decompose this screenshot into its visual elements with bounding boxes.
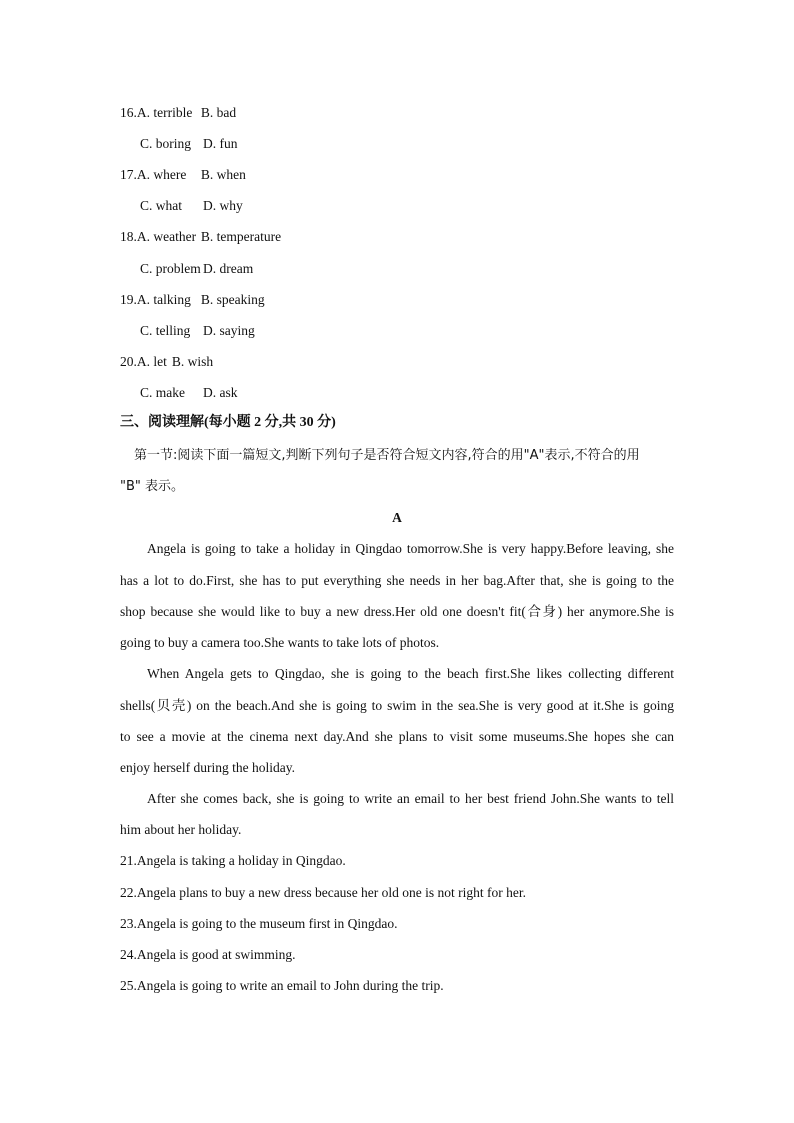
passage-line: going to buy a camera too.She wants to take lots of photos. <box>120 635 440 650</box>
passage-line: to see a movie at the cinema next day.And she plans to visit some museums.She hopes she can <box>120 729 674 744</box>
question-number: 19. <box>120 292 137 307</box>
option-d: D. ask <box>203 385 238 400</box>
option-c: C. boring <box>140 136 192 151</box>
statement-23: 23.Angela is going to the museum first in Qingdao. <box>120 916 398 931</box>
option-d: D. dream <box>203 261 254 276</box>
question-17-ab <box>120 168 246 182</box>
option-b: B. bad <box>200 105 237 120</box>
section-instruction-cont: "B" 表示。 <box>120 479 185 494</box>
question-number: 16. <box>120 105 137 120</box>
statement-24: 24.Angela is good at swimming. <box>120 947 296 962</box>
option-c: C. telling <box>140 323 191 338</box>
question-20-cd <box>140 386 238 400</box>
statement-25: 25.Angela is going to write an email to John during the trip. <box>120 978 444 993</box>
passage-line: Angela is going to take a holiday in Qingdao tomorrow.She is very happy.Before leaving, she <box>147 541 674 556</box>
option-c: C. problem <box>140 261 201 276</box>
question-16-cd <box>140 137 238 151</box>
question-16-ab <box>120 106 236 120</box>
passage-line: has a lot to do.First, she has to put everything she needs in her bag.After that, she is going to the <box>120 573 674 588</box>
passage-line: shop because she would like to buy a new dress.Her old one doesn't fit(合身) her anymore.She is <box>120 604 674 619</box>
option-a: A. weather <box>136 229 197 244</box>
question-18-cd <box>140 262 253 276</box>
passage-line: him about her holiday. <box>120 822 242 837</box>
passage-line: enjoy herself during the holiday. <box>120 760 295 775</box>
option-a: A. let <box>136 354 167 369</box>
question-19-ab <box>120 293 265 307</box>
option-d: D. fun <box>203 136 238 151</box>
option-b: B. speaking <box>200 292 265 307</box>
question-19-cd <box>140 324 255 338</box>
option-b: B. when <box>200 167 246 182</box>
option-b: B. wish <box>171 354 214 369</box>
statement-21: 21.Angela is taking a holiday in Qingdao. <box>120 853 346 868</box>
option-a: A. terrible <box>136 105 193 120</box>
section-instruction: 第一节:阅读下面一篇短文,判断下列句子是否符合短文内容,符合的用"A"表示,不符合的用 <box>134 448 640 463</box>
question-number: 17. <box>120 167 137 182</box>
question-18-ab <box>120 230 281 244</box>
passage-line: shells(贝壳) on the beach.And she is going to swim in the sea.She is very good at it.She is going <box>120 698 674 713</box>
option-a: A. talking <box>136 292 191 307</box>
statement-22: 22.Angela plans to buy a new dress because her old one is not right for her. <box>120 885 527 900</box>
option-d: D. saying <box>203 323 255 338</box>
passage-line: After she comes back, she is going to write an email to her best friend John.She wants to tell <box>147 791 674 806</box>
question-number: 20. <box>120 354 137 369</box>
passage-title: A <box>392 510 402 525</box>
option-c: C. make <box>140 385 185 400</box>
passage-line: When Angela gets to Qingdao, she is going to the beach first.She likes collecting different <box>147 666 674 681</box>
question-17-cd <box>140 199 243 213</box>
option-a: A. where <box>136 167 187 182</box>
section-heading: 三、阅读理解(每小题 2 分,共 30 分) <box>120 415 336 430</box>
option-c: C. what <box>140 198 182 213</box>
option-b: B. temperature <box>200 229 282 244</box>
question-number: 18. <box>120 229 137 244</box>
option-d: D. why <box>203 198 243 213</box>
question-20-ab <box>120 355 213 369</box>
